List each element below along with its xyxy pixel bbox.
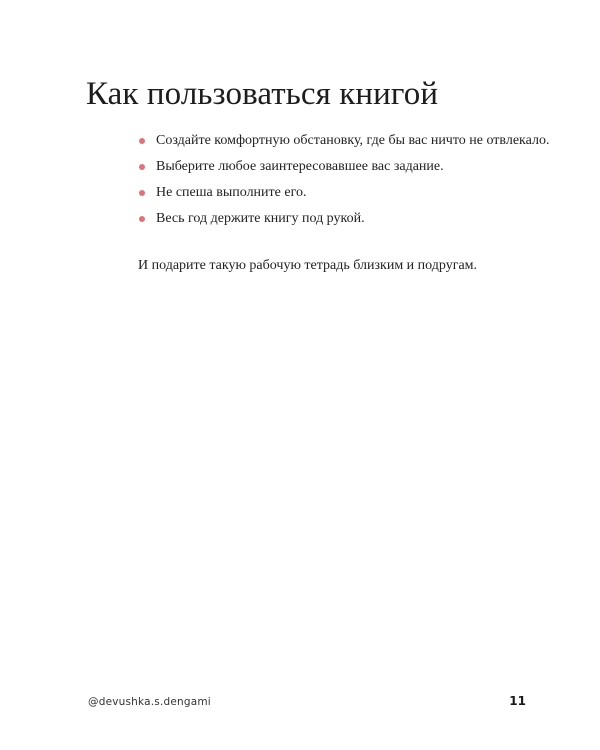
list-item-text: Не спеша выполните его. bbox=[156, 185, 307, 200]
list-item bbox=[138, 206, 549, 232]
bullet-dot-icon bbox=[139, 216, 145, 222]
instruction-list bbox=[138, 128, 549, 232]
list-item-text: Выберите любое заинтересовавшее вас задание. bbox=[156, 159, 444, 174]
closing-paragraph: И подарите такую рабочую тетрадь близким и подругам. bbox=[138, 258, 478, 273]
list-item bbox=[138, 154, 549, 180]
bullet-dot-icon bbox=[139, 190, 145, 196]
bullet-dot-icon bbox=[139, 138, 145, 144]
list-item-text: Создайте комфортную обстановку, где бы вас ничто не отвлекало. bbox=[156, 133, 550, 148]
page-title: Как пользоваться книгой bbox=[86, 76, 439, 112]
list-item-text: Весь год держите книгу под рукой. bbox=[156, 211, 365, 226]
footer-handle: @devushka.s.dengami bbox=[88, 696, 211, 708]
list-item bbox=[138, 128, 549, 154]
bullet-dot-icon bbox=[139, 164, 145, 170]
page-number: 11 bbox=[509, 694, 526, 708]
list-item bbox=[138, 180, 549, 206]
